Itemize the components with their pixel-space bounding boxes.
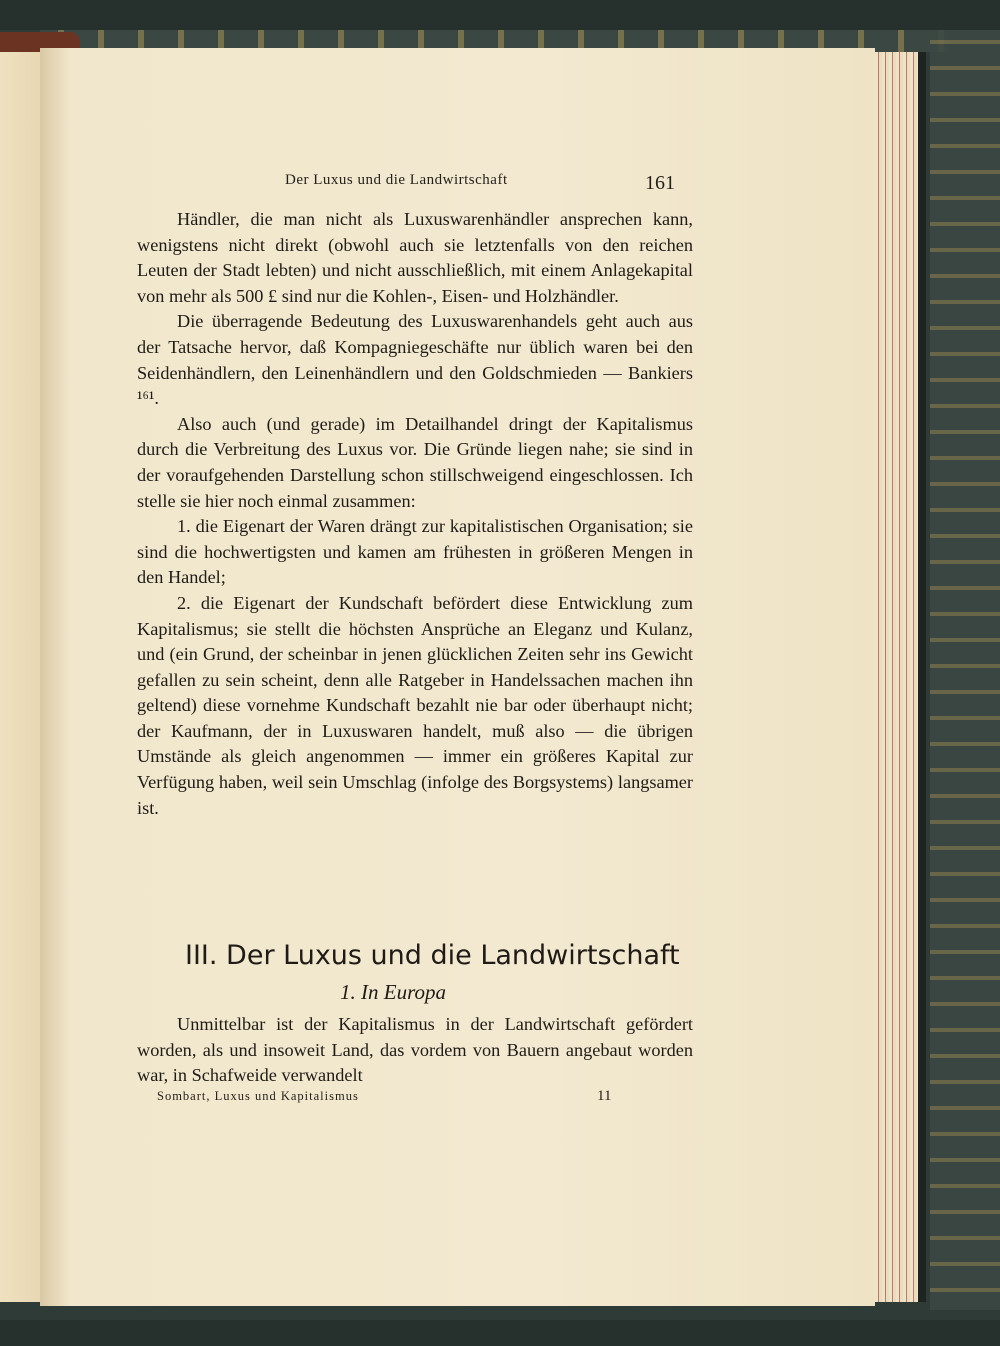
paragraph-2: Die überragende Bedeutung des Luxuswarenhandels geht auch aus der Tatsache hervor, daß Kompagniegeschäfte nur üblich waren bei den Seidenhändlern, den Leinenhändlern und den Goldschmieden — Bankiers ¹⁶¹.	[137, 311, 693, 409]
footer-sheet-number: 11	[597, 1088, 612, 1104]
left-page-edge	[0, 52, 40, 1302]
footer-signature: Sombart, Luxus und Kapitalismus	[157, 1089, 359, 1103]
list-item-2: 2. die Eigenart der Kundschaft befördert diese Entwicklung zum Kapitalismus; sie stellt die höchsten Ansprüche an Eleganz und Kulanz, und (ein Grund, der scheinbar in jenen glücklichen Zeiten sehr ins Gewicht gefallen zu sein scheint, denn alle Ratgeber in Handelssachen machen ihn geltend) diese vornehme Kundschaft bezahlt nie bar oder überhaupt nicht; der Kaufmann, der in Luxuswaren handelt, muß also — die übrigen Umstände als gleich angenommen — immer ein größeres Kapital zur Verfügung haben, weil sein Umschlag (infolge des Borgsystems) langsamer ist.	[137, 592, 693, 818]
page-edges	[875, 52, 920, 1302]
running-header: Der Luxus und die Landwirtschaft	[285, 172, 508, 188]
page-number: 161	[645, 172, 675, 194]
subsection-heading: 1. In Europa	[340, 980, 446, 1004]
body-text-bottom	[137, 1012, 693, 1089]
cover-shadow	[918, 52, 926, 1302]
section-heading: III. Der Luxus und die Landwirtschaft	[185, 940, 680, 971]
body-text-top	[137, 207, 693, 821]
cover-pattern-right	[930, 30, 1000, 1310]
paragraph-3: Also auch (und gerade) im Detailhandel dringt der Kapitalismus durch die Verbreitung des Luxus vor. Die Gründe liegen nahe; sie sind in der voraufgehenden Darstellung schon stillschweigend eingeschlossen. Ich stelle sie hier noch einmal zusammen:	[137, 413, 693, 511]
paragraph-bottom: Unmittelbar ist der Kapitalismus in der Landwirtschaft gefördert worden, als und insoweit Land, das vordem von Bauern angebaut worden war, in Schafweide verwandelt	[137, 1014, 693, 1086]
list-item-1: 1. die Eigenart der Waren drängt zur kapitalistischen Organisation; sie sind die hochwertigsten und kamen am frühesten in größeren Mengen in den Handel;	[137, 516, 693, 588]
paragraph-1: Händler, die man nicht als Luxuswarenhändler ansprechen kann, wenigstens nicht direkt (obwohl auch sie letztenfalls von den reichen Leuten der Stadt lebten) und nicht ausschließlich, mit einem Anlagekapital von mehr als 500 £ sind nur die Kohlen-, Eisen- und Holzhändler.	[137, 209, 693, 306]
